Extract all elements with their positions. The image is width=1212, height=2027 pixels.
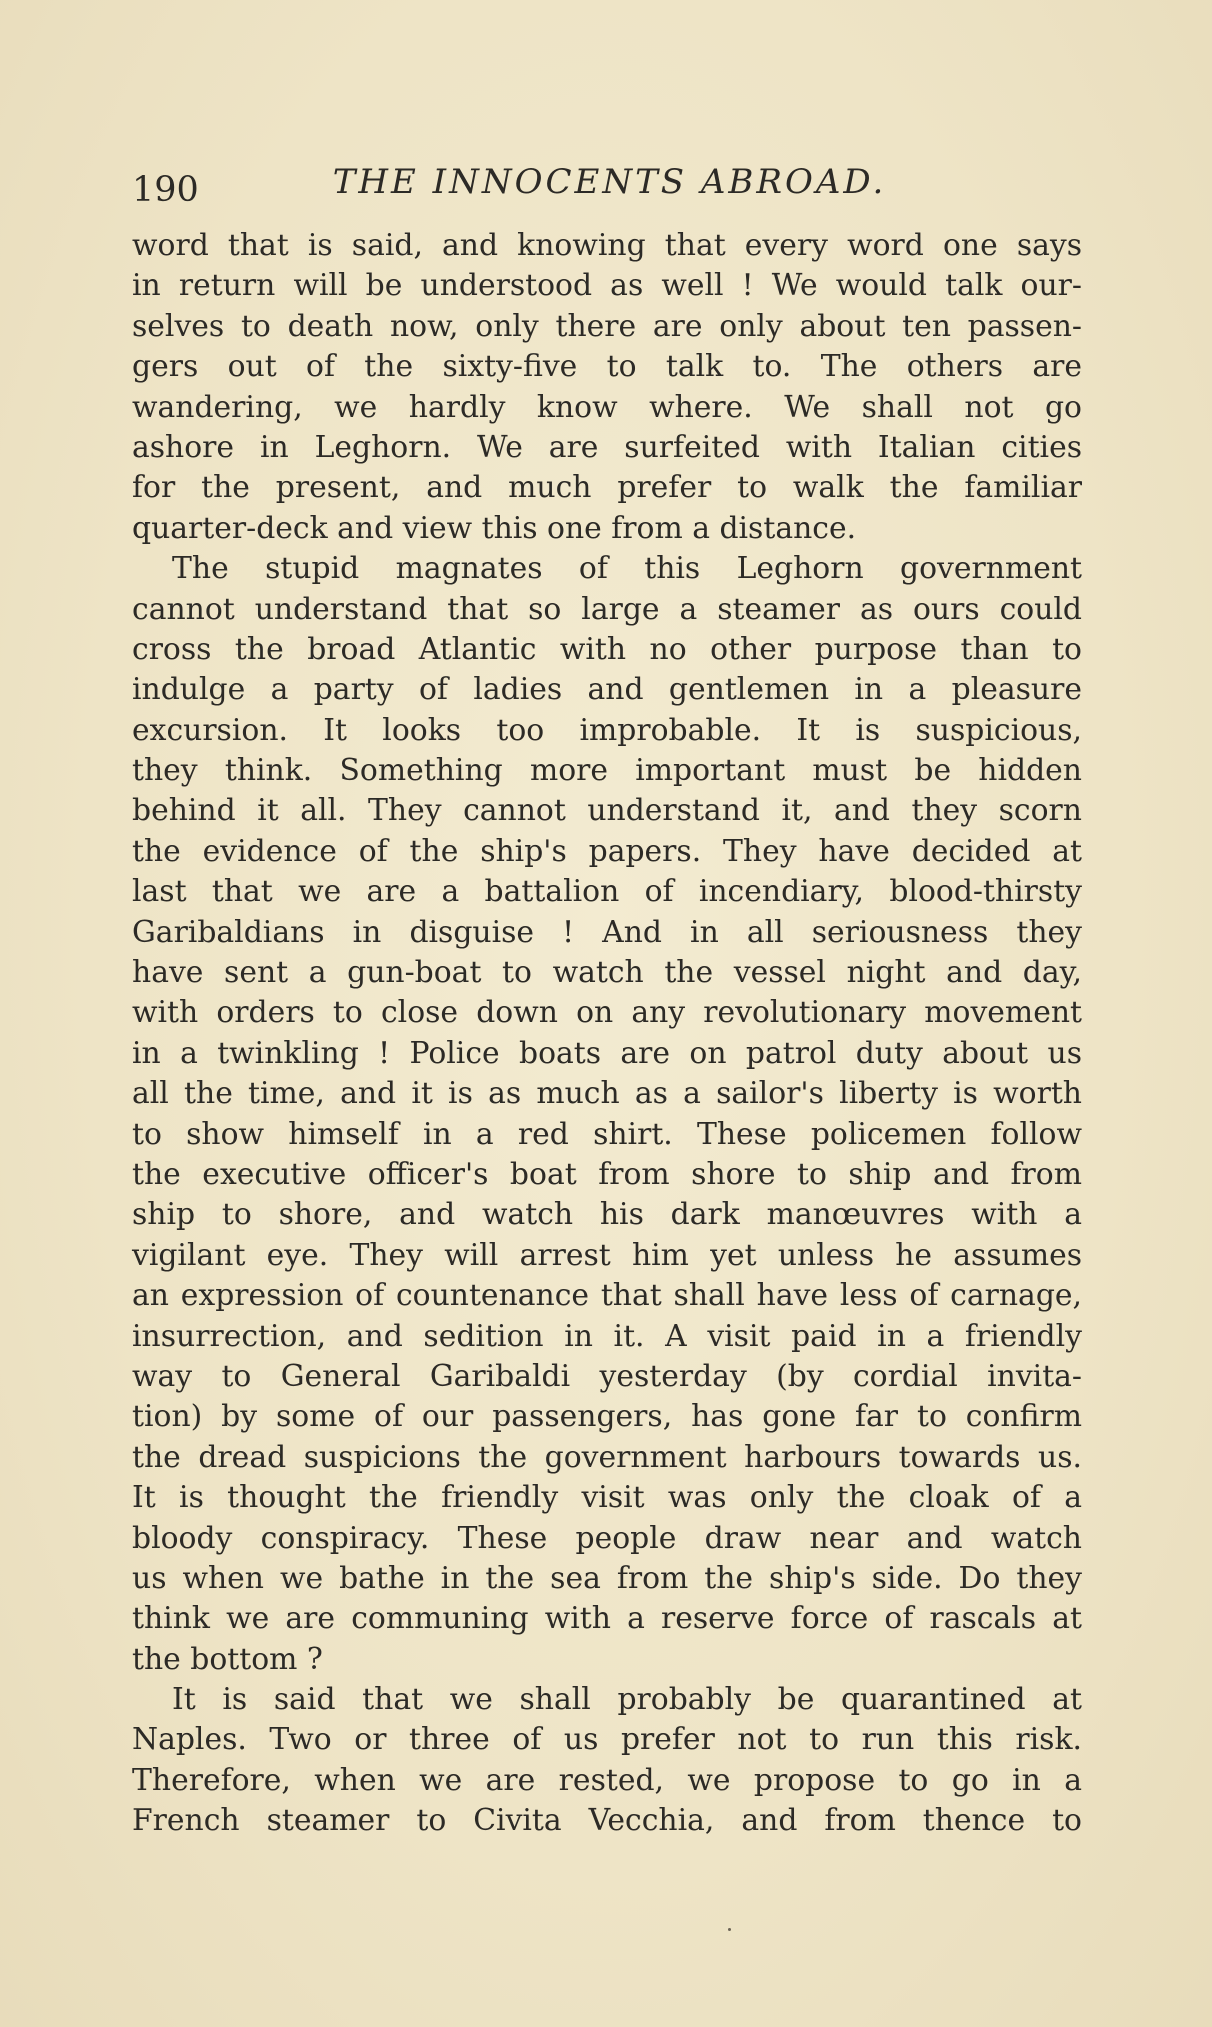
text-line: Naples. Two or three of us prefer not to run this risk. — [132, 1722, 1082, 1758]
paragraph-start-line: It is said that we shall probably be quarantined at — [172, 1682, 1082, 1718]
body-text — [132, 226, 1082, 1842]
text-line: insurrection, and sedition in it. A visit paid in a friendly — [132, 1318, 1082, 1354]
text-line: ashore in Leghorn. We are surfeited with Italian cities — [132, 429, 1082, 465]
paper-speck — [728, 1928, 731, 1931]
text-line: they think. Something more important must be hidden — [132, 753, 1082, 789]
text-line: ship to shore, and watch his dark manœuvres with a — [132, 1197, 1082, 1233]
text-line: word that is said, and knowing that every word one says — [132, 228, 1082, 263]
text-line: for the present, and much prefer to walk the familiar — [132, 470, 1082, 506]
text-line: all the time, and it is as much as a sailor's liberty is worth — [132, 1076, 1082, 1112]
text-line: in return will be understood as well ! We would talk our- — [132, 268, 1082, 304]
text-line: in a twinkling ! Police boats are on patrol duty about us — [132, 1035, 1082, 1071]
text-line: have sent a gun-boat to watch the vessel night and day, — [132, 955, 1082, 991]
text-line: cross the broad Atlantic with no other purpose than to — [132, 631, 1082, 667]
text-line: indulge a party of ladies and gentlemen in a pleasure — [132, 672, 1082, 708]
text-line: excursion. It looks too improbable. It is suspicious, — [132, 712, 1082, 748]
text-line: gers out of the sixty-five to talk to. The others are — [132, 349, 1082, 385]
text-line: us when we bathe in the sea from the ship's side. Do they — [132, 1560, 1082, 1596]
text-line: the evidence of the ship's papers. They have decided at — [132, 833, 1082, 869]
text-line: to show himself in a red shirt. These policemen follow — [132, 1116, 1082, 1152]
text-line: vigilant eye. They will arrest him yet unless he assumes — [132, 1237, 1082, 1273]
paragraph-start-line: The stupid magnates of this Leghorn government — [172, 551, 1082, 587]
text-line: wandering, we hardly know where. We shall not go — [132, 389, 1082, 425]
text-line: Therefore, when we are rested, we propose to go in a — [132, 1762, 1082, 1798]
page-number: 190 — [132, 170, 199, 210]
text-line: It is thought the friendly visit was only the cloak of a — [132, 1480, 1082, 1516]
text-line: French steamer to Civita Vecchia, and from thence to — [132, 1803, 1082, 1839]
text-line: last that we are a battalion of incendiary, blood-thirsty — [132, 874, 1082, 910]
text-line: an expression of countenance that shall have less of carnage, — [132, 1278, 1082, 1314]
text-line: selves to death now, only there are only about ten passen- — [132, 308, 1082, 344]
text-line: cannot understand that so large a steamer as ours could — [132, 591, 1082, 627]
running-title: THE INNOCENTS ABROAD. — [332, 162, 887, 202]
text-line: tion) by some of our passengers, has gone far to confirm — [132, 1399, 1082, 1435]
text-line: Garibaldians in disguise ! And in all seriousness they — [132, 914, 1082, 950]
text-line: think we are communing with a reserve force of rascals at — [132, 1601, 1082, 1637]
text-line: way to General Garibaldi yesterday (by cordial invita- — [132, 1358, 1082, 1394]
text-line: behind it all. They cannot understand it, and they scorn — [132, 793, 1082, 829]
text-line: the dread suspicions the government harbours towards us. — [132, 1439, 1082, 1475]
text-line: the executive officer's boat from shore to ship and from — [132, 1156, 1082, 1192]
text-line: with orders to close down on any revolutionary movement — [132, 995, 1082, 1031]
text-line: the bottom ? — [132, 1641, 323, 1677]
text-line: quarter-deck and view this one from a distance. — [132, 510, 857, 546]
page-header — [132, 150, 1087, 220]
text-line: bloody conspiracy. These people draw near and watch — [132, 1520, 1082, 1556]
